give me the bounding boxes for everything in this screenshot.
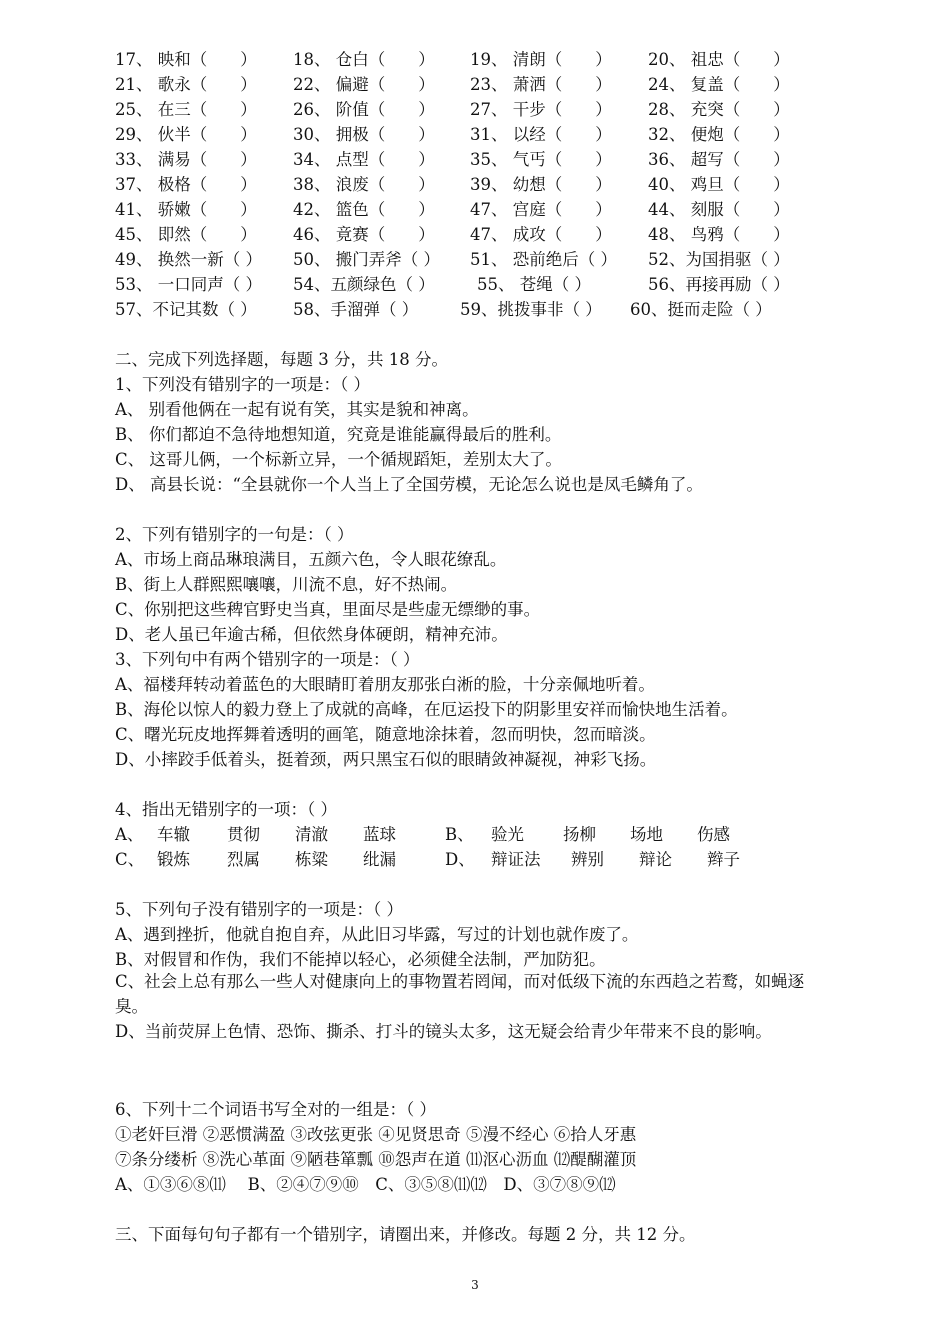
option-line: B、对假冒和作伪，我们不能掉以轻心，必须健全法制，严加防犯。	[115, 950, 606, 969]
vocab-item: 24、 复盖（ ）	[648, 75, 790, 94]
page-number: 3	[471, 1278, 479, 1292]
section-heading: 三、下面每句句子都有一个错别字，请圈出来，并修改。每题 2 分，共 12 分。	[115, 1225, 696, 1244]
vocab-item: 45、 即然（ ）	[115, 225, 257, 244]
word: 蓝球	[363, 825, 396, 844]
vocab-item: 23、 萧洒（ ）	[470, 75, 612, 94]
word-options-row	[115, 846, 855, 871]
option-line: C、你别把这些稗官野史当真，里面尽是些虚无缥缈的事。	[115, 600, 541, 619]
vocab-row	[115, 96, 855, 121]
option-line: A、 别看他俩在一起有说有笑，其实是貌和神离。	[115, 400, 479, 419]
word: 锻炼	[157, 850, 190, 869]
vocab-item: 34、 点型（ ）	[293, 150, 435, 169]
word: 烈属	[227, 850, 260, 869]
word: 伤感	[697, 825, 730, 844]
option-line: D、老人虽已年逾古稀，但依然身体硬朗，精神充沛。	[115, 625, 508, 644]
option-line: C、社会上总有那么一些人对健康向上的事物置若罔闻，而对低级下流的东西趋之若鹜，如蝇逐臭。	[115, 972, 805, 1016]
vocab-item: 20、 祖忠（ ）	[648, 50, 790, 69]
vocab-row	[115, 196, 855, 221]
vocab-item: 18、 仓白（ ）	[293, 50, 435, 69]
vocab-item: 21、 歌永（ ）	[115, 75, 257, 94]
word: 纰漏	[363, 850, 396, 869]
vocab-item: 42、 篮色（ ）	[293, 200, 435, 219]
idiom-item: 56、再接再励（ ）	[648, 275, 790, 294]
vocab-row	[115, 171, 855, 196]
word-list-line: ①老奸巨滑 ②恶惯满盈 ③改弦更张 ④见贤思奇 ⑤漫不经心 ⑥拾人牙惠	[115, 1125, 637, 1144]
vocab-item: 37、 极格（ ）	[115, 175, 257, 194]
vocab-item: 17、 映和（ ）	[115, 50, 257, 69]
idiom-item: 50、 搬门弄斧（ ）	[293, 250, 440, 269]
vocab-item: 47、 宫庭（ ）	[470, 200, 612, 219]
idiom-item: 49、 换然一新（ ）	[115, 250, 262, 269]
vocab-item: 44、 刻服（ ）	[648, 200, 790, 219]
option-line: A、市场上商品琳琅满目，五颜六色，令人眼花缭乱。	[115, 550, 507, 569]
word: 辫子	[707, 850, 740, 869]
vocab-item: 33、 满易（ ）	[115, 150, 257, 169]
option-line: B、海伦以惊人的毅力登上了成就的高峰，在厄运投下的阴影里安祥而愉快地生活着。	[115, 700, 738, 719]
vocab-row	[115, 121, 855, 146]
vocab-item: 28、 充突（ ）	[648, 100, 790, 119]
word: 辩证法	[491, 850, 541, 869]
answer-choices-line: A、①③⑥⑧⑾ B、②④⑦⑨⑩ C、③⑤⑧⑾⑿ D、③⑦⑧⑨⑿	[115, 1175, 616, 1194]
idiom-item: 54、五颜绿色（ ）	[293, 275, 435, 294]
option-line: A、遇到挫折，他就自抱自弃，从此旧习毕露，写过的计划也就作废了。	[115, 925, 639, 944]
vocab-item: 31、 以经（ ）	[470, 125, 612, 144]
option-letter: B、	[445, 825, 474, 844]
option-letter: C、	[115, 850, 145, 869]
option-line: B、 你们都迫不急待地想知道，究竟是谁能赢得最后的胜利。	[115, 425, 562, 444]
vocab-item: 48、 鸟鸦（ ）	[648, 225, 790, 244]
vocab-item: 40、 鸡旦（ ）	[648, 175, 790, 194]
vocab-item: 22、 偏避（ ）	[293, 75, 435, 94]
idiom-item: 55、 苍绳（ ）	[477, 275, 591, 294]
vocab-item: 35、 气丐（ ）	[470, 150, 612, 169]
option-line: C、曙光玩皮地挥舞着透明的画笔，随意地涂抹着，忽而明快，忽而暗淡。	[115, 725, 656, 744]
idiom-row	[115, 271, 855, 296]
vocab-item: 29、 伙半（ ）	[115, 125, 257, 144]
vocab-item: 25、 在三（ ）	[115, 100, 257, 119]
vocab-item: 38、 浪废（ ）	[293, 175, 435, 194]
vocab-item: 47、 成攻（ ）	[470, 225, 612, 244]
word: 栋粱	[295, 850, 328, 869]
vocab-item: 19、 清朗（ ）	[470, 50, 612, 69]
option-line: A、福楼拜转动着蓝色的大眼睛盯着朋友那张白淅的脸，十分亲佩地听着。	[115, 675, 655, 694]
vocab-row	[115, 146, 855, 171]
vocab-item: 46、 竟赛（ ）	[293, 225, 435, 244]
word: 辨别	[571, 850, 604, 869]
word: 辩论	[639, 850, 672, 869]
vocab-item: 39、 幼想（ ）	[470, 175, 612, 194]
idiom-item: 60、挺而走险（ ）	[630, 300, 772, 319]
question-stem: 6、下列十二个词语书写全对的一组是：（ ）	[115, 1100, 436, 1119]
word-options-row	[115, 821, 855, 846]
idiom-row	[115, 246, 855, 271]
question-stem: 3、下列句中有两个错别字的一项是：（ ）	[115, 650, 420, 669]
option-line: D、 高县长说：“全县就你一个人当上了全国劳模，无论怎么说也是凤毛鳞角了。	[115, 475, 703, 494]
question-stem: 5、下列句子没有错别字的一项是：（ ）	[115, 900, 403, 919]
question-stem: 1、下列没有错别字的一项是：（ ）	[115, 375, 370, 394]
question-stem: 2、下列有错别字的一句是：（ ）	[115, 525, 354, 544]
vocab-row	[115, 221, 855, 246]
word: 验光	[491, 825, 524, 844]
idiom-row	[115, 296, 855, 321]
vocab-row	[115, 71, 855, 96]
word: 贯彻	[227, 825, 260, 844]
vocab-item: 36、 超写（ ）	[648, 150, 790, 169]
section-heading: 二、完成下列选择题，每题 3 分，共 18 分。	[115, 350, 448, 369]
question-stem: 4、指出无错别字的一项：（ ）	[115, 800, 337, 819]
option-line: C、 这哥儿俩，一个标新立异，一个循规蹈矩，差别太大了。	[115, 450, 562, 469]
vocab-item: 27、 干步（ ）	[470, 100, 612, 119]
vocab-item: 26、 阶值（ ）	[293, 100, 435, 119]
idiom-item: 52、为国捐驱（ ）	[648, 250, 790, 269]
idiom-item: 58、手溜弹（ ）	[293, 300, 419, 319]
word-list-line: ⑦条分缕析 ⑧洗心革面 ⑨陋巷箪瓢 ⑩怨声在道 ⑾沤心沥血 ⑿醍醐灌顶	[115, 1150, 637, 1169]
word: 清澈	[295, 825, 328, 844]
vocab-row	[115, 46, 855, 71]
vocab-item: 41、 骄嫩（ ）	[115, 200, 257, 219]
option-line: B、街上人群熙熙嚷嚷，川流不息，好不热闹。	[115, 575, 458, 594]
option-letter: D、	[445, 850, 475, 869]
word: 扬柳	[563, 825, 596, 844]
vocab-item: 32、 便炮（ ）	[648, 125, 790, 144]
option-line: D、小摔跤手低着头，挺着颈，两只黑宝石似的眼睛敛神凝视，神彩飞扬。	[115, 750, 657, 769]
idiom-item: 57、不记其数（ ）	[115, 300, 257, 319]
idiom-item: 51、 恐前绝后（ ）	[470, 250, 617, 269]
vocab-item: 30、 拥极（ ）	[293, 125, 435, 144]
option-letter: A、	[115, 825, 144, 844]
idiom-item: 53、 一口同声（ ）	[115, 275, 262, 294]
idiom-item: 59、挑拨事非（ ）	[460, 300, 602, 319]
word: 场地	[630, 825, 663, 844]
option-line: D、当前荧屏上色情、恐饰、撕杀、打斗的镜头太多，这无疑会给青少年带来不良的影响。	[115, 1022, 772, 1041]
word: 车辙	[157, 825, 190, 844]
